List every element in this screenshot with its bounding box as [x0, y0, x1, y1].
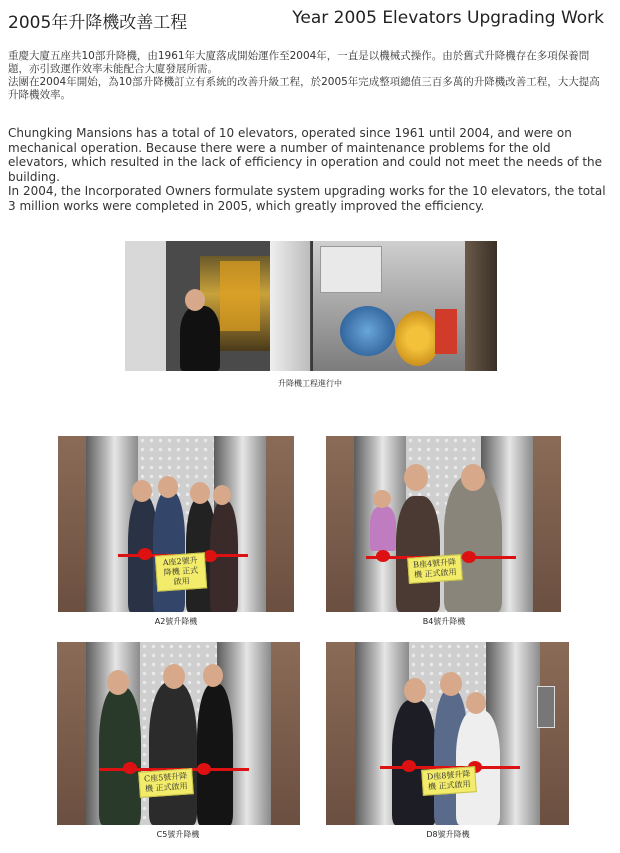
elevator-c5-caption: C5號升降機	[156, 830, 200, 839]
page-title-english: Year 2005 Elevators Upgrading Work	[292, 8, 604, 28]
machine-room-photo	[125, 241, 497, 371]
page-title-chinese: 2005年升降機改善工程	[8, 13, 188, 33]
elevator-a2-caption: A2號升降機	[154, 617, 198, 626]
elevator-a2-sign: A座2號升降機 正式啟用	[155, 552, 207, 591]
intro-english-paragraph-1: Chungking Mansions has a total of 10 elevators, operated since 1961 until 2004, and were on mechanical operation. Because there were a number of maintenance problems for the old elevators, which resulted in the lack of efficiency in operation and could not meet the needs of the building.	[8, 126, 603, 184]
intro-english	[8, 126, 608, 213]
elevator-d8-caption: D8號升降機	[426, 830, 470, 839]
elevator-d8-sign: D座8號升降機 正式啟用	[421, 766, 477, 796]
elevator-c5-photo	[57, 642, 300, 825]
elevator-b4-photo	[326, 436, 561, 612]
elevator-a2-photo	[58, 436, 294, 612]
elevator-d8-photo	[326, 642, 569, 825]
intro-chinese	[8, 50, 608, 102]
intro-chinese-paragraph-1: 重慶大廈五座共10部升降機，由1961年大廈落成開始運作至2004年，一直是以機械式操作。由於舊式升降機存在多項保養問題，亦引致運作效率未能配合大廈發展所需。	[8, 50, 590, 75]
elevator-b4-sign: B座4號升降機 正式啟用	[407, 554, 463, 584]
elevator-c5-sign: C座5號升降機 正式啟用	[138, 768, 194, 798]
intro-chinese-paragraph-2: 法團在2004年開始，為10部升降機訂立有系統的改善升級工程，於2005年完成整項總值三百多萬的升降機改善工程，大大提高升降機效率。	[8, 76, 600, 101]
elevator-b4-caption: B4號升降機	[422, 617, 466, 626]
intro-english-paragraph-2: In 2004, the Incorporated Owners formulate system upgrading works for the 10 elevators, the total 3 million works were completed in 2005, which greatly improved the efficiency.	[8, 184, 606, 213]
machine-room-caption: 升降機工程進行中	[278, 379, 342, 388]
